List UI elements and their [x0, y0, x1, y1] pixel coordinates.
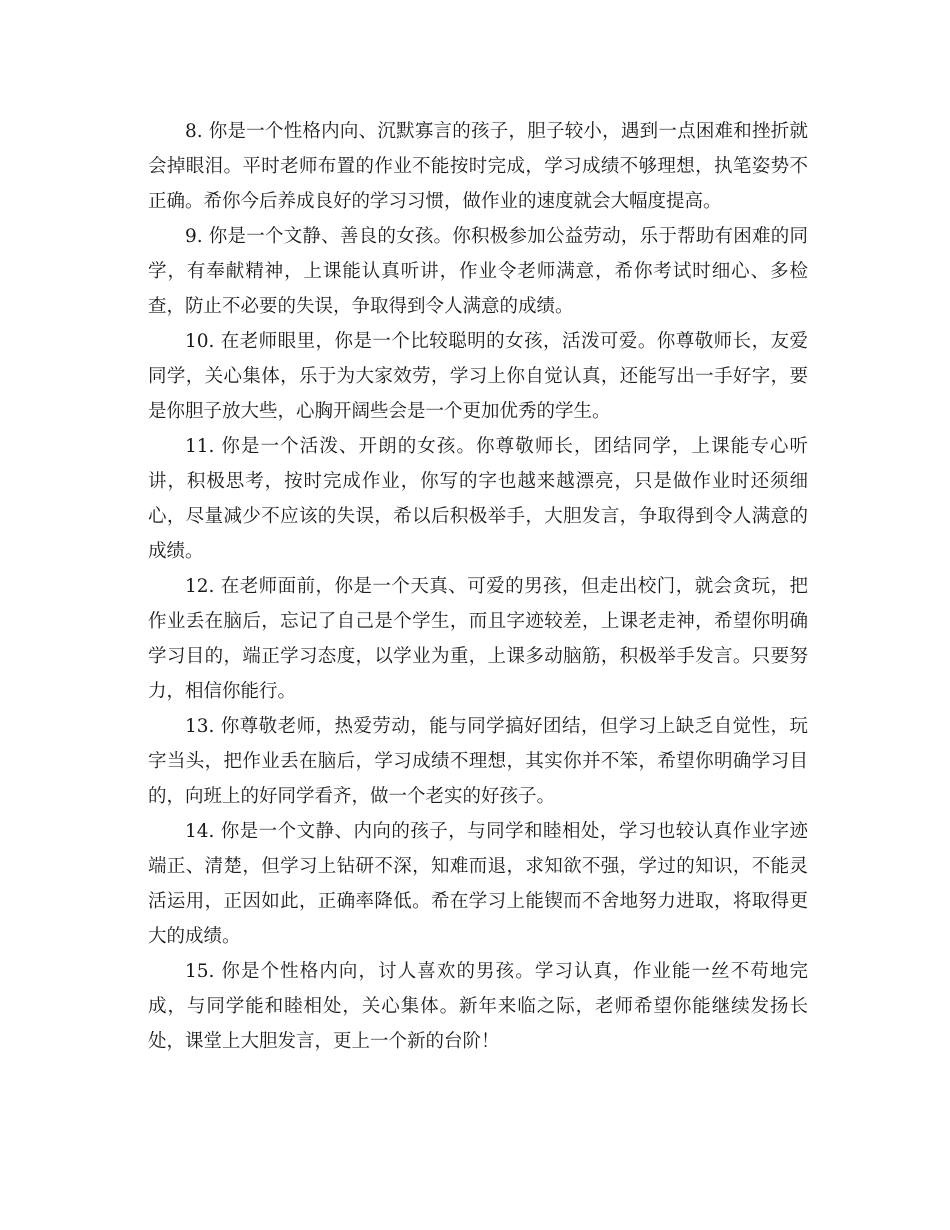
comment-paragraph-10: 10. 在老师眼里，你是一个比较聪明的女孩，活泼可爱。你尊敬师长，友爱同学，关心集体，乐于为大家效劳，学习上你自觉认真，还能写出一手好字，要是你胆子放大些，心胸开阔些会是一个更加优秀的学生。 [148, 331, 808, 422]
comment-paragraph-9: 9. 你是一个文静、善良的女孩。你积极参加公益劳动，乐于帮助有困难的同学，有奉献精神，上课能认真听讲，作业令老师满意，希你考试时细心、多检查，防止不必要的失误，争取得到令人满意的成绩。 [148, 226, 808, 317]
comment-paragraph-8: 8. 你是一个性格内向、沉默寡言的孩子，胆子较小，遇到一点困难和挫折就会掉眼泪。平时老师布置的作业不能按时完成，学习成绩不够理想，执笔姿势不正确。希你今后养成良好的学习习惯，做作业的速度就会大幅度提高。 [148, 121, 808, 212]
comment-paragraph-13: 13. 你尊敬老师，热爱劳动，能与同学搞好团结，但学习上缺乏自觉性，玩字当头，把作业丢在脑后，学习成绩不理想，其实你并不笨，希望你明确学习目的，向班上的好同学看齐，做一个老实的好孩子。 [148, 716, 808, 807]
comment-paragraph-12: 12. 在老师面前，你是一个天真、可爱的男孩，但走出校门，就会贪玩，把作业丢在脑后，忘记了自己是个学生，而且字迹较差，上课老走神，希望你明确学习目的，端正学习态度，以学业为重，上课多动脑筋，积极举手发言。只要努力，相信你能行。 [148, 576, 808, 702]
comment-paragraph-11: 11. 你是一个活泼、开朗的女孩。你尊敬师长，团结同学，上课能专心听讲，积极思考，按时完成作业，你写的字也越来越漂亮，只是做作业时还须细心，尽量减少不应该的失误，希以后积极举手，大胆发言，争取得到令人满意的成绩。 [148, 436, 808, 562]
comment-paragraph-14: 14. 你是一个文静、内向的孩子，与同学和睦相处，学习也较认真作业字迹端正、清楚，但学习上钻研不深，知难而退，求知欲不强，学过的知识，不能灵活运用，正因如此，正确率降低。希在学习上能锲而不舍地努力进取，将取得更大的成绩。 [148, 821, 808, 947]
document-body [148, 114, 808, 1059]
comment-paragraph-15: 15. 你是个性格内向，讨人喜欢的男孩。学习认真，作业能一丝不苟地完成，与同学能和睦相处，关心集体。新年来临之际，老师希望你能继续发扬长处，课堂上大胆发言，更上一个新的台阶！ [148, 961, 808, 1052]
